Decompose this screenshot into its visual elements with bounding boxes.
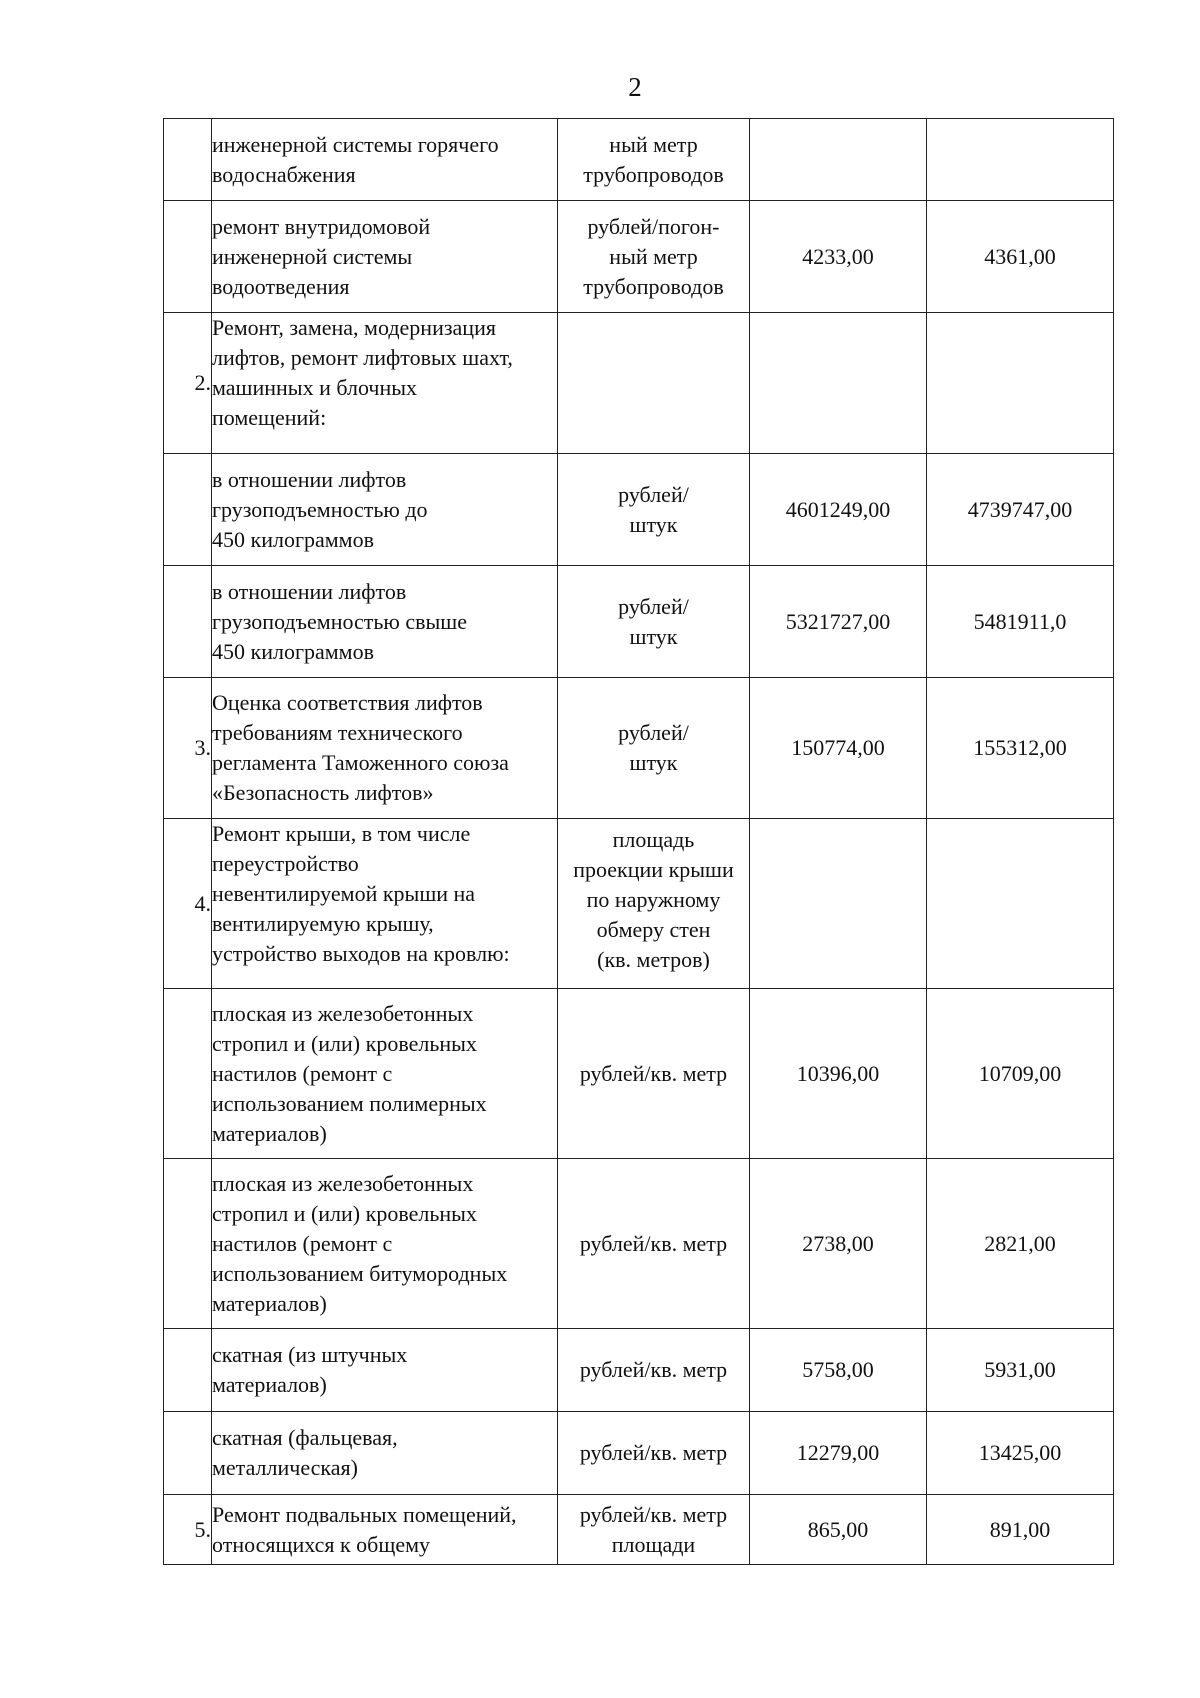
row-number-cell xyxy=(164,454,212,566)
row-number-cell xyxy=(164,989,212,1159)
table-row xyxy=(164,1495,1114,1565)
description-cell: ремонт внутридомовой инженерной системы водоотведения xyxy=(212,201,558,313)
row-number-cell xyxy=(164,201,212,313)
value-cell-2: 155312,00 xyxy=(927,678,1114,819)
value-cell-1: 4233,00 xyxy=(750,201,927,313)
unit-cell: рублей/погон- ный метр трубопроводов xyxy=(558,201,750,313)
value-cell-2: 4739747,00 xyxy=(927,454,1114,566)
description-cell: Оценка соответствия лифтов требованиям технического регламента Таможенного союза «Безопасность лифтов» xyxy=(212,678,558,819)
description-cell: Ремонт подвальных помещений, относящихся к общему xyxy=(212,1495,558,1565)
table-row xyxy=(164,1412,1114,1495)
description-cell: в отношении лифтов грузоподъемностью до 450 килограммов xyxy=(212,454,558,566)
value-cell-1: 5758,00 xyxy=(750,1329,927,1412)
unit-cell: рублей/ штук xyxy=(558,454,750,566)
row-number-cell xyxy=(164,1159,212,1329)
row-number-cell: 3. xyxy=(164,678,212,819)
value-cell-2: 5931,00 xyxy=(927,1329,1114,1412)
value-cell-1: 150774,00 xyxy=(750,678,927,819)
table-row xyxy=(164,454,1114,566)
table-row xyxy=(164,1159,1114,1329)
row-number-cell: 4. xyxy=(164,819,212,989)
row-number-cell xyxy=(164,566,212,678)
table-row xyxy=(164,566,1114,678)
value-cell-1 xyxy=(750,119,927,201)
value-cell-1: 2738,00 xyxy=(750,1159,927,1329)
table-row xyxy=(164,989,1114,1159)
unit-cell: ный метр трубопроводов xyxy=(558,119,750,201)
value-cell-2 xyxy=(927,119,1114,201)
table-row xyxy=(164,678,1114,819)
description-cell: инженерной системы горячего водоснабжения xyxy=(212,119,558,201)
value-cell-1: 865,00 xyxy=(750,1495,927,1565)
table-row xyxy=(164,819,1114,989)
row-number-cell xyxy=(164,1412,212,1495)
unit-cell: рублей/кв. метр xyxy=(558,1159,750,1329)
description-cell: плоская из железобетонных стропил и (или) кровельных настилов (ремонт с использованием полимерных материалов) xyxy=(212,989,558,1159)
unit-cell: рублей/ штук xyxy=(558,678,750,819)
value-cell-2 xyxy=(927,819,1114,989)
description-cell: Ремонт крыши, в том числе переустройство невентилируемой крыши на вентилируемую крышу, устройство выходов на кровлю: xyxy=(212,819,558,989)
description-cell: в отношении лифтов грузоподъемностью свыше 450 килограммов xyxy=(212,566,558,678)
unit-cell: рублей/ штук xyxy=(558,566,750,678)
table-row xyxy=(164,201,1114,313)
description-cell: скатная (фальцевая, металлическая) xyxy=(212,1412,558,1495)
value-cell-2: 10709,00 xyxy=(927,989,1114,1159)
value-cell-1: 5321727,00 xyxy=(750,566,927,678)
table-row xyxy=(164,313,1114,454)
description-cell: плоская из железобетонных стропил и (или) кровельных настилов (ремонт с использованием битумородных материалов) xyxy=(212,1159,558,1329)
unit-cell: рублей/кв. метр xyxy=(558,1412,750,1495)
row-number-cell: 5. xyxy=(164,1495,212,1565)
rates-table xyxy=(163,118,1114,1565)
value-cell-2: 2821,00 xyxy=(927,1159,1114,1329)
value-cell-1 xyxy=(750,819,927,989)
row-number-cell xyxy=(164,1329,212,1412)
table-row xyxy=(164,1329,1114,1412)
value-cell-2: 4361,00 xyxy=(927,201,1114,313)
value-cell-1: 10396,00 xyxy=(750,989,927,1159)
value-cell-2: 5481911,0 xyxy=(927,566,1114,678)
value-cell-2 xyxy=(927,313,1114,454)
value-cell-2: 891,00 xyxy=(927,1495,1114,1565)
description-cell: Ремонт, замена, модернизация лифтов, ремонт лифтовых шахт, машинных и блочных помещений: xyxy=(212,313,558,454)
unit-cell xyxy=(558,313,750,454)
description-cell: скатная (из штучных материалов) xyxy=(212,1329,558,1412)
value-cell-1 xyxy=(750,313,927,454)
page-number: 2 xyxy=(628,72,642,102)
unit-cell: площадь проекции крыши по наружному обмеру стен (кв. метров) xyxy=(558,819,750,989)
unit-cell: рублей/кв. метр площади xyxy=(558,1495,750,1565)
unit-cell: рублей/кв. метр xyxy=(558,989,750,1159)
unit-cell: рублей/кв. метр xyxy=(558,1329,750,1412)
value-cell-1: 4601249,00 xyxy=(750,454,927,566)
table-row xyxy=(164,119,1114,201)
value-cell-2: 13425,00 xyxy=(927,1412,1114,1495)
row-number-cell xyxy=(164,119,212,201)
row-number-cell: 2. xyxy=(164,313,212,454)
value-cell-1: 12279,00 xyxy=(750,1412,927,1495)
